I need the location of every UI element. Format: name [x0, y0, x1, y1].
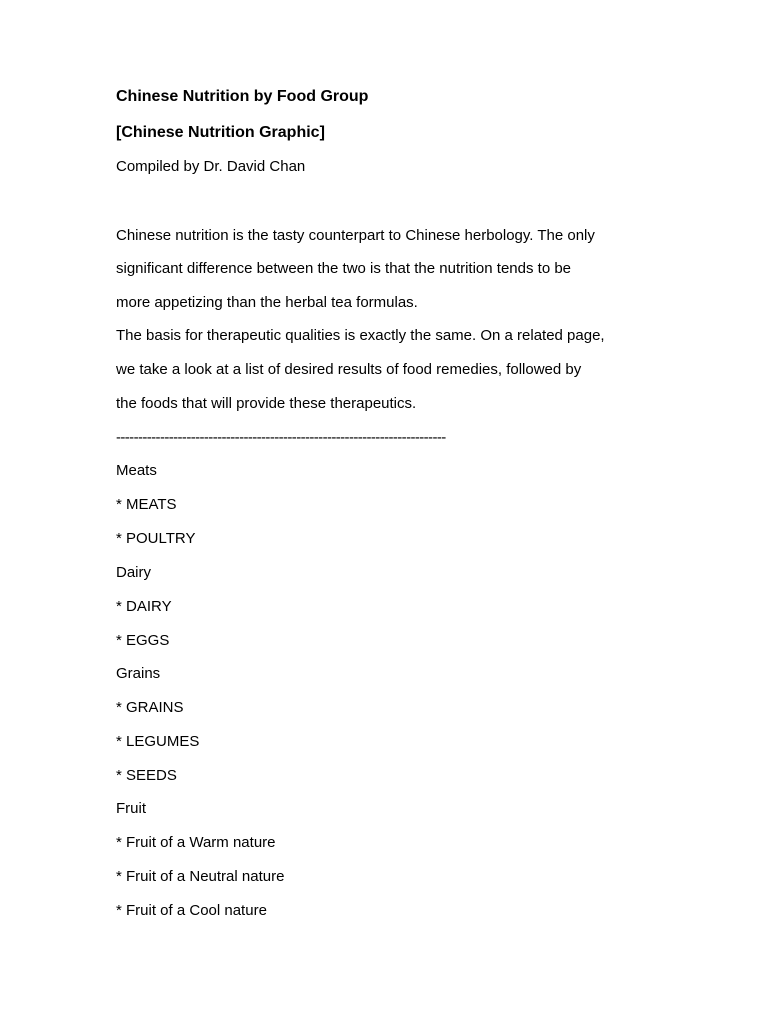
list-item: * SEEDS — [116, 767, 177, 784]
intro-line: Chinese nutrition is the tasty counterpart to Chinese herbology. The only — [116, 227, 595, 244]
category-heading-dairy: Dairy — [116, 564, 152, 581]
category-heading-grains: Grains — [116, 665, 161, 682]
category-heading-meats: Meats — [116, 462, 157, 479]
graphic-label: [Chinese Nutrition Graphic] — [116, 124, 325, 141]
list-item: * LEGUMES — [116, 733, 200, 750]
list-item: * Fruit of a Warm nature — [116, 834, 276, 851]
list-item: * Fruit of a Neutral nature — [116, 868, 285, 885]
intro-line: significant difference between the two is that the nutrition tends to be — [116, 260, 572, 277]
category-heading-fruit: Fruit — [116, 800, 146, 817]
divider-line: --------------------------------------------------------------------------- — [116, 429, 446, 446]
list-item: * POULTRY — [116, 530, 196, 547]
list-item: * GRAINS — [116, 699, 184, 716]
list-item: * DAIRY — [116, 598, 172, 615]
document-title: Chinese Nutrition by Food Group — [116, 88, 369, 105]
intro-line: the foods that will provide these therapeutics. — [116, 395, 417, 412]
intro-line: The basis for therapeutic qualities is exactly the same. On a related page, — [116, 327, 605, 344]
list-item: * EGGS — [116, 632, 170, 649]
list-item: * MEATS — [116, 496, 177, 513]
intro-line: we take a look at a list of desired results of food remedies, followed by — [116, 361, 582, 378]
intro-line: more appetizing than the herbal tea formulas. — [116, 294, 418, 311]
byline: Compiled by Dr. David Chan — [116, 158, 306, 175]
list-item: * Fruit of a Cool nature — [116, 902, 267, 919]
